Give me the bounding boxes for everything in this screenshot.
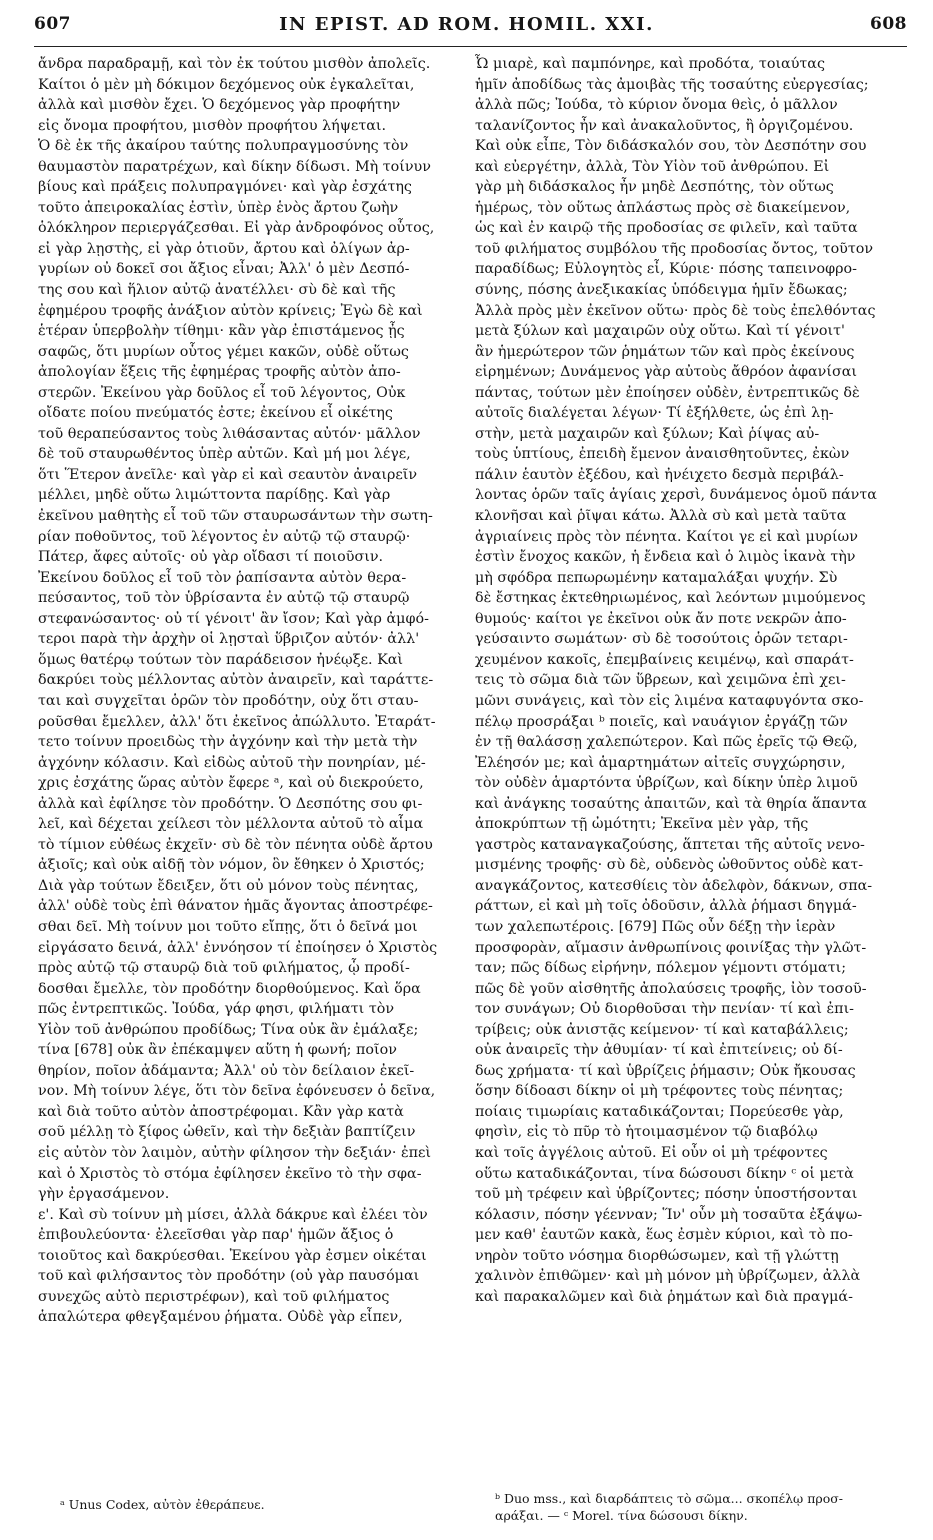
text-line: Καὶ οὐκ εἶπε, Τὸν διδάσκαλόν σου, τὸν Δεσπότην σου [475,138,867,155]
text-line: ἄνδρα παραδραμῇ, καὶ τὸν ἐκ τούτου μισθὸν ἀπολεῖς. [38,56,431,72]
text-line: Διὰ γὰρ τούτων ἔδειξεν, ὅτι οὐ μόνον τοὺς πένητας, [38,877,419,894]
text-line: ἀξιοῖς; καὶ οὐκ αἰδῇ τὸν νόμον, ὃν ἔθηκεν ὁ Χριστός; [38,857,425,874]
right-text-column [475,54,905,1307]
text-line: τοῦ μὴ τρέφειν καὶ ὑβρίζοντες; πόσην ὑποστήσονται [475,1186,858,1203]
text-line: τὸν οὐδὲν ἁμαρτόντα ὑβρίζων, καὶ δίκην ὑπὲρ λιμοῦ [475,775,858,792]
text-line: θηρίον, ποῖον ἀδάμαντα; Ἀλλ' οὐ τὸν δείλαιον ἐκεῖ- [38,1062,415,1079]
text-line: ἑτέραν ὑπερβολὴν τίθημι· κἂν γὰρ ἐπιστάμενος ᾖς [38,323,405,340]
text-line: καὶ εὐεργέτην, ἀλλὰ, Τὸν Υἱὸν τοῦ ἀνθρώπου. Εἰ [475,158,830,175]
text-line: ἀλλὰ καὶ μισθὸν ἔχει. Ὁ δεχόμενος γὰρ προφήτην [38,97,401,114]
text-line: ροῦσθαι ἔμελλεν, ἀλλ' ὅτι ἐκεῖνος ἀπώλλυτο. Ἐταράτ- [38,713,436,730]
text-line: θυμούς· καίτοι γε ἐκεῖνοι οὐκ ἄν ποτε νεκρῶν ἀπο- [475,610,847,627]
text-line: ἐπιβουλεύοντα· ἐλεεῖσθαι γὰρ παρ' ἡμῶν ἄξιος ὁ [38,1227,394,1244]
text-line: τεις τὸ σῶμα διὰ τῶν ὕβρεων, καὶ χειμῶνα ἐπὶ χει- [475,672,846,689]
text-line: ὅσην δίδοασι δίκην οἱ μὴ τρέφοντες τοὺς πένητας; [475,1083,844,1100]
text-line: ρίαν ποθοῦντος, τοῦ λέγοντος ἐν αὐτῷ τῷ σταυρῷ· [38,528,411,545]
text-line: εἰς αὐτὸν τὸν λαιμὸν, αὐτὴν φίλησον τὴν δεξιάν· ἐπεὶ [38,1144,432,1161]
text-line: αὐτοῖς διαλέγεται λέγων· Τί ἐξήλθετε, ὡς ἐπὶ λῃ- [475,405,834,422]
text-line: της σου καὶ ἥλιον αὐτῷ ἀνατέλλει· σὺ δὲ καὶ τῆς [38,282,396,299]
text-line: βίους καὶ πράξεις πολυπραγμόνει· καὶ γὰρ ἐσχάτης [38,179,412,196]
text-line: των χαλεπωτέροις. [679] Πῶς οὖν δέξῃ τὴν ἱερὰν [475,918,836,935]
text-line: ἀλλὰ καὶ ἐφίλησε τὸν προδότην. Ὁ Δεσπότης σου φι- [38,795,423,812]
text-line: τοῦ θεραπεύσαντος τοὺς λιθάσαντας αὐτόν· μᾶλλον [38,425,421,442]
text-line: γὴν ἐργασάμενον. [38,1186,170,1203]
text-line: εἰς ὄνομα προφήτου, μισθὸν προφήτου λήψεται. [38,117,387,134]
text-line: εἰρημένων; Δυνάμενος γὰρ αὐτοὺς ἄθρόον ἀφανίσαι [475,364,858,381]
text-line: καὶ ὁ Χριστὸς τὸ στόμα ἐφίλησεν ἐκεῖνο τὸ τὴν σφα- [38,1165,422,1182]
text-line: τοιοῦτος καὶ δακρύεσθαι. Ἐκείνου γὰρ ἐσμεν οἰκέται [38,1247,427,1264]
footnote-right [495,1490,905,1524]
text-line: οἴδατε ποίου πνεύματός ἐστε; ἐκείνου εἶ οἰκέτης [38,405,393,422]
text-line: σοῦ μέλλῃ τὸ ξίφος ὠθεῖν, καὶ τὴν δεξιὰν βαπτίζειν [38,1124,416,1141]
text-line: τοῦ καὶ φιλήσαντος τὸν προδότην (οὐ γὰρ παυσόμαι [38,1268,420,1285]
text-line: δὲ ἔστηκας ἐκτεθηριωμένος, καὶ λεόντων μιμούμενος [475,590,866,607]
text-line: πέλῳ προσράξαι ᵇ ποιεῖς, καὶ ναυάγιον ἐργάζῃ τῶν [475,713,848,730]
text-line: τίνα [678] οὐκ ἂν ἐπέκαμψεν αὕτη ἡ φωνή; ποῖον [38,1042,397,1059]
text-line: γυρίων οὐ δοκεῖ σοι ἄξιος εἶναι; Ἀλλ' ὁ μὲν Δεσπό- [38,261,410,278]
text-line: Ἐλέησόν με; καὶ ἁμαρτημάτων αἰτεῖς συγχώρησιν, [475,754,846,771]
text-line: Πάτερ, ἄφες αὐτοῖς· οὐ γὰρ οἴδασι τί ποιοῦσιν. [38,549,384,566]
text-line: σύνης, πόσης ἀνεξικακίας ὑπόδειγμα ἡμῖν ἔδωκας; [475,282,848,299]
text-line: νηρὸν τοῦτο νόσημα διορθώσωμεν, καὶ τῇ γλώττῃ [475,1247,839,1264]
text-line: οὕτω καταδικάζονται, τίνα δώσουσι δίκην ᶜ οἱ μετὰ [475,1165,854,1182]
text-line: ε'. Καὶ σὺ τοίνυν μὴ μίσει, ἀλλὰ δάκρυε καὶ ἐλέει τὸν [38,1206,428,1223]
text-line: φησὶν, εἰς τὸ πῦρ τὸ ἡτοιμασμένον τῷ διαβόλῳ [475,1124,818,1141]
text-line: μέλλει, μηδὲ οὕτω λιμώττοντα παρίδῃς. Καὶ γὰρ [38,487,391,504]
text-line: μετὰ ξύλων καὶ μαχαιρῶν οὐχ οὕτω. Καὶ τί γένοιτ' [475,323,845,340]
text-line: ὅμως θατέρῳ τούτων τὸν παράδεισον ἠνέῳξε. Καὶ [38,651,404,668]
text-line: ὅτι Ἕτερον ἀνεῖλε· καὶ γὰρ εἰ καὶ σεαυτὸν ἀναιρεῖν [38,466,418,483]
left-text-column [38,54,468,1328]
text-line: ἁπαλώτερα φθεγξαμένου ῥήματα. Οὐδὲ γὰρ εἶπεν, [38,1309,403,1326]
text-line: χαλινὸν ἐπιθῶμεν· καὶ μὴ μόνον μὴ ὑβρίζωμεν, ἀλλὰ [475,1268,861,1285]
text-line: δως χρήματα· τί καὶ ὑβρίζεις ῥήμασιν; Οὐκ ἤκουσας [475,1062,856,1079]
text-line: τοὺς ὑπτίους, ἐπειδὴ ἔμενον ἀναισθητοῦντες, ἐκὼν [475,446,850,463]
text-line: γὰρ μὴ διδάσκαλος ἦν μηδὲ Δεσπότης, τὸν οὕτως [475,179,834,196]
text-line: ται καὶ συγχεῖται ὁρῶν τὸν προδότην, οὐχ ὅτι σταυ- [38,692,419,709]
text-line: ἀγριαίνεις πρὸς τὸν πένητα. Καίτοι γε εἰ καὶ μυρίων [475,528,858,545]
text-line: χρις ἐσχάτης ὥρας αὐτὸν ἔφερε ᵃ, καὶ οὐ διεκρούετο, [38,775,424,792]
right-page-number: 608 [870,14,907,34]
text-line: τον συνάγων; Οὐ διορθοῦσαι τὴν πενίαν· τί καὶ ἐπι- [475,1001,855,1018]
text-line: ταν; πῶς δίδως εἰρήνην, πόλεμον γέμοντι στόματι; [475,960,847,977]
text-line: Ὦ μιαρὲ, καὶ παμπόνηρε, καὶ προδότα, τοιαύτας [475,56,825,72]
text-line: μῶνι συνάγεις, καὶ τὸν εἰς λιμένα καταφυγόντα σκο- [475,692,864,709]
text-line: γεύσαιντο σωμάτων· σὺ δὲ τοσούτοις ὁρῶν τεταρι- [475,631,848,648]
text-line: ἐφημέρου τροφῆς ἀνάξιον αὐτὸν κρίνεις; Ἐγὼ δὲ καὶ [38,302,423,319]
text-line: τοῦτο ἀπειροκαλίας ἐστὶν, ὑπὲρ ἑνὸς ἄρτου ζωὴν [38,199,399,216]
text-line: ὁλόκληρον περιεργάζεσθαι. Εἰ γὰρ ἀνδροφόνος οὗτος, [38,220,435,237]
text-line: νον. Μὴ τοίνυν λέγε, ὅτι τὸν δεῖνα ἐφόνευσεν ὁ δεῖνα, [38,1083,436,1100]
text-line: ποίαις τιμωρίαις καταδικάζονται; Πορεύεσθε γὰρ, [475,1103,844,1120]
text-line: κλονῆσαι καὶ ῥῖψαι κάτω. Ἀλλὰ σὺ καὶ μετὰ ταῦτα [475,508,847,525]
text-line: θαυμαστὸν παρατρέχων, καὶ δίκην δίδωσι. Μὴ τοίνυν [38,158,431,175]
text-line: τοῦ φιλήματος συμβόλου τῆς προδοσίας ὄντος, τοῦτον [475,240,874,257]
text-line: ἀλλὰ πῶς; Ἰούδα, τὸ κύριον ὄνομα θεὶς, ὁ μᾶλλον [475,97,838,114]
text-line: τετο τοίνυν προειδὼς τὴν ἀγχόνην καὶ τὴν μετὰ τὴν [38,734,418,751]
text-line: τρίβεις; οὐκ ἀνιστᾷς κείμενον· τί καὶ καταβάλλεις; [475,1021,849,1038]
text-line: ἐστὶν ἔνοχος κακῶν, ἡ ἔνδεια καὶ ὁ λιμὸς ἱκανὰ τὴν [475,549,856,566]
text-line: λοντας ὁρῶν ταῖς ἁγίαις χερσὶ, δυνάμενος ὁμοῦ πάντα [475,487,877,504]
text-line: κόλασιν, πόσην γέενναν; Ἵν' οὖν μὴ τοσαῦτα ἐξάψω- [475,1206,863,1223]
text-line: ἀπολογίαν ἕξεις τῆς ἐφημέρας τροφῆς αὐτὸν ἀπο- [38,364,401,381]
text-line: προσφορὰν, αἵμασιν ἀνθρωπίνοις φοινίξας τὴν γλῶτ- [475,939,867,956]
text-line: καὶ τοῖς ἀγγέλοις αὐτοῦ. Εἰ οὖν οἱ μὴ τρέφοντες [475,1144,828,1161]
text-line: δακρύει τοὺς μέλλοντας αὐτὸν ἀναιρεῖν, καὶ ταράττε- [38,672,434,689]
text-line: παραδίδως; Εὐλογητὸς εἶ, Κύριε· πόσης ταπεινοφρο- [475,261,857,278]
text-line: εἰ γὰρ λῃστὴς, εἰ γὰρ ὁτιοῦν, ἄρτου καὶ ὀλίγων ἀρ- [38,240,410,257]
text-line: ἐν τῇ θαλάσσῃ χαλεπώτερον. Καὶ πῶς ἐρεῖς τῷ Θεῷ, [475,734,858,751]
text-line: πάλιν ἑαυτὸν ἐξέδου, καὶ ἠνέιχετο δεσμὰ περιβάλ- [475,466,844,483]
text-line: ἂν ἡμερώτερον τῶν ῥημάτων τῶν καὶ πρὸς ἐκείνους [475,343,855,360]
text-line: ἐκεῖνου μαθητὴς εἶ τοῦ τῶν σταυρωσάντων τὴν σωτη- [38,508,433,525]
text-line: Ἐκείνου δοῦλος εἶ τοῦ τὸν ῥαπίσαντα αὐτὸν θερα- [38,569,407,586]
running-header [22,14,911,46]
text-line: μεν καθ' ἑαυτῶν κακὰ, ἕως ἐσμὲν κύριοι, καὶ τὸ πο- [475,1227,853,1244]
text-line: πεύσαντος, τοῦ τὸν ὑβρίσαντα ἐν αὐτῷ τῷ σταυρῷ [38,590,410,607]
text-line: μισμένης τροφῆς· σὺ δὲ, οὐδενὸς ὠθοῦντος οὐδὲ κατ- [475,857,864,874]
footnote-left: ᵃ Unus Codex, αὐτὸν ἐθεράπευε. [60,1497,265,1512]
text-line: λεῖ, καὶ δέχεται χείλεσι τὸν μέλλοντα αὐτοῦ τὸ αἷμα [38,816,424,833]
text-line: δὲ τοῦ σταυρωθέντος ὑπὲρ αὐτῶν. Καὶ μή μοι λέγε, [38,446,411,463]
text-line: ἡμέρως, τὸν οὕτως ἀπλάστως πρὸς σὲ διακείμενον, [475,199,851,216]
text-line: εἰργάσατο δεινά, ἀλλ' ἐννόησον τί ἐποίησεν ὁ Χριστὸς [38,939,438,956]
text-line: ἀλλ' οὐδὲ τοὺς ἐπὶ θάνατον ἡμᾶς ἄγοντας ἀποστρέφε- [38,898,433,915]
text-line: πάντας, τούτων μὲν ἐποίησεν οὐδὲν, ἐντρεπτικῶς δὲ [475,384,860,401]
text-line: πῶς δὲ γοῦν αἰσθητῆς ἀπολαύσεις τροφῆς, ἰὸν τοσοῦ- [475,980,867,997]
text-line: αναγκάζοντος, κατεσθίεις τὸν ἀδελφὸν, δάκνων, σπα- [475,877,873,894]
text-line: ἀποκρύπτων τῇ ὠμότητι; Ἐκεῖνα μὲν γὰρ, τῆς [475,816,809,833]
text-line: χευμένον κακοῖς, ἐπεμβαίνεις κειμένῳ, καὶ σπαράτ- [475,651,854,668]
text-line: σθαι δεῖ. Μὴ τοίνυν μοι τοῦτο εἴπῃς, ὅτι ὁ δεῖνά μοι [38,918,418,935]
text-line: τεροι παρὰ τὴν ἀρχὴν οἱ λῃσταὶ ὕβριζον αὐτόν· ἀλλ' [38,631,420,648]
text-line: καὶ ἀνάγκης τοσαύτης ἀπαιτῶν, καὶ τὰ θηρία ἅπαντα [475,795,867,812]
left-page-number: 607 [34,14,71,34]
text-line: καὶ διὰ τοῦτο αὐτὸν ἀποστρέφομαι. Κἂν γὰρ κατὰ [38,1103,404,1120]
text-line: στερῶν. Ἐκείνου γὰρ δοῦλος εἶ τοῦ λέγοντος, Οὐκ [38,384,406,401]
text-line: πῶς ἐντρεπτικῶς. Ἰούδα, γάρ φησι, φιλήματι τὸν [38,1001,395,1018]
text-line: Καίτοι ὁ μὲν μὴ δόκιμον δεχόμενος οὐκ ἐγκαλεῖται, [38,76,415,93]
text-line: οὐκ ἀναιρεῖς τὴν ἀθυμίαν· τί καὶ ἐπιτείνεις; οὐ δί- [475,1042,843,1059]
text-line: Ἀλλὰ πρὸς μὲν ἐκεῖνον οὕτω· πρὸς δὲ τοὺς ἐπελθόντας [475,302,876,319]
text-line: ταλανίζοντος ἦν καὶ ἀνακαλοῦντος, ἢ ὀργιζομένου. [475,117,854,134]
text-line: σαφῶς, ὅτι μυρίων οὗτος γέμει κακῶν, οὐδὲ οὕτως [38,343,409,360]
text-line: συνεχῶς αὐτὸ περιστρέφων), καὶ τοῦ φιλήματος [38,1288,390,1305]
text-line: ράττων, εἰ καὶ μὴ τοῖς ὀδοῦσιν, ἀλλὰ ῥήμασι δηγμά- [475,898,857,915]
text-line: ᵇ Duo mss., καὶ διαρδάπτεις τὸ σῶμα... σκοπέλῳ προσ- [495,1491,844,1506]
text-line: Υἱὸν τοῦ ἀνθρώπου προδίδως; Τίνα οὐκ ἂν ἐμάλαξε; [38,1021,419,1038]
text-line: μὴ σφόδρα πεπωρωμένην καταμαλάξαι ψυχήν. Σὺ [475,569,838,586]
text-line: πρὸς αὐτῷ τῷ σταυρῷ διὰ τοῦ φιλήματος, ᾧ προδί- [38,960,410,977]
text-line: καὶ παρακαλῶμεν καὶ διὰ ῥημάτων καὶ διὰ πραγμά- [475,1288,853,1305]
running-title: IN EPIST. AD ROM. HOMIL. XXI. [279,14,654,35]
header-rule [34,46,907,47]
text-line: αράξαι. — ᶜ Morel. τίνα δώσουσι δίκην. [495,1508,748,1523]
text-line: ὡς καὶ ἐν καιρῷ τῆς προδοσίας σε φιλεῖν, καὶ ταῦτα [475,220,858,237]
text-line: τὸ τίμιον εὐθέως ἐκχεῖν· σὺ δὲ τὸν πένητα οὐδὲ ἄρτου [38,836,433,853]
text-line: ἀγχόνην κόλασιν. Καὶ εἰδὼς αὐτοῦ τὴν πονηρίαν, μέ- [38,754,426,771]
text-line: στὴν, μετὰ μαχαιρῶν καὶ ξύλων; Καὶ ῥίψας αὐ- [475,425,820,442]
text-line: ἡμῖν ἀποδίδως τὰς ἀμοιβὰς τῆς τοσαύτης εὐεργεσίας; [475,76,869,93]
text-line: Ὁ δὲ ἐκ τῆς ἀκαίρου ταύτης πολυπραγμοσύνης τὸν [38,138,409,155]
text-line: δοσθαι ἔμελλε, τὸν προδότην διορθούμενος. Καὶ ὅρα [38,980,421,997]
text-line: γαστρὸς καταναγκαζούσης, ἅπτεται τῆς αὐτοῖς νενο- [475,836,865,853]
text-line: στεφανώσαντος· οὐ τί γένοιτ' ἂν ἴσον; Καὶ γὰρ ἀμφό- [38,610,429,627]
